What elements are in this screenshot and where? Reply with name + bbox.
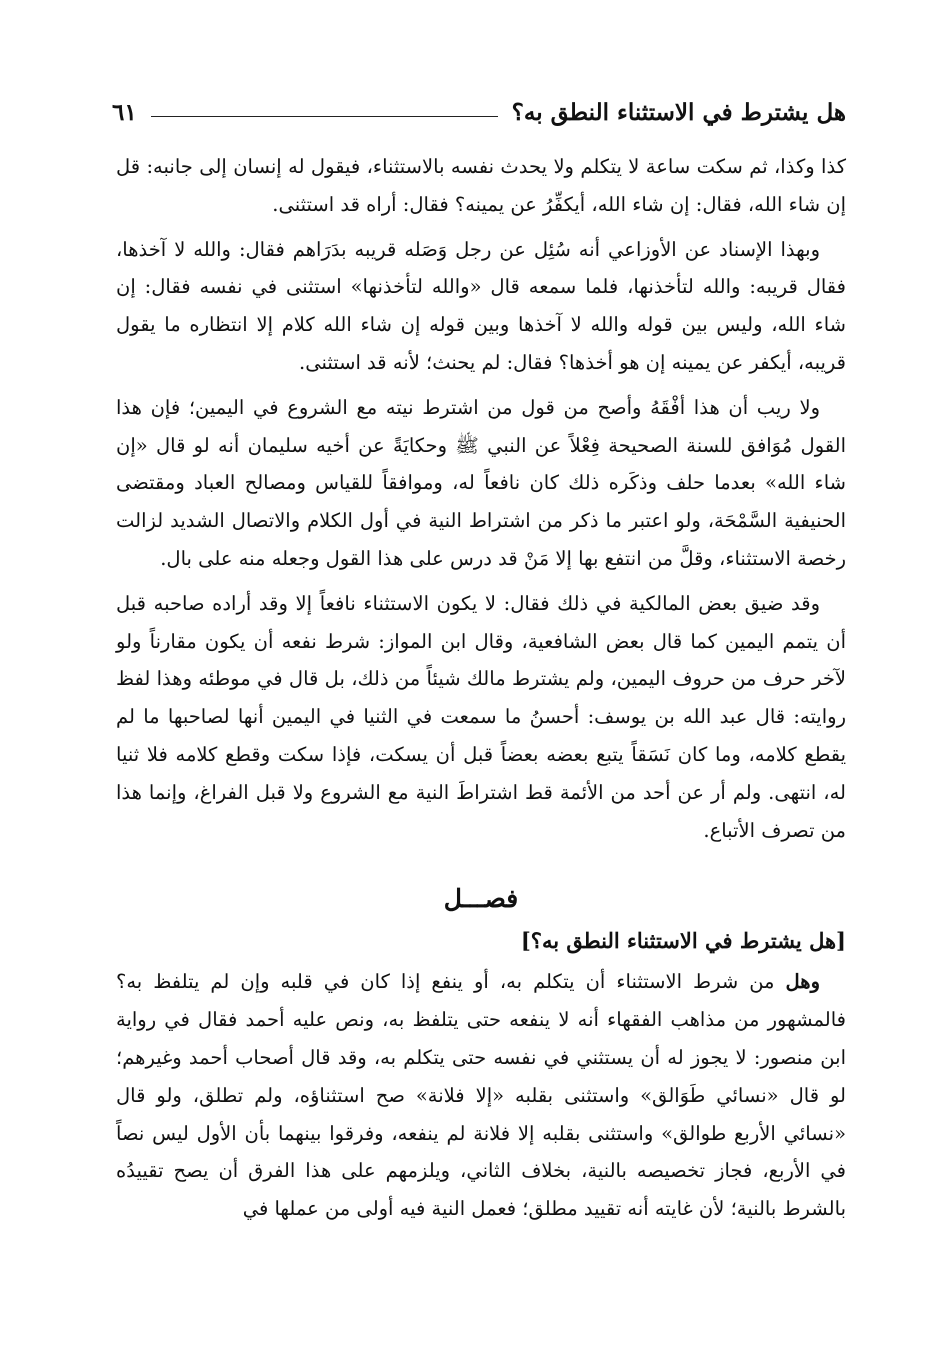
page-number: ٦١ bbox=[112, 98, 137, 126]
paragraph bbox=[116, 963, 846, 1228]
section-subheading: [هل يشترط في الاستثناء النطق به؟] bbox=[520, 928, 846, 954]
paragraph: ولا ريب أن هذا أفْقَهُ وأصح من قول من اشترط نيته مع الشروع في اليمين؛ فإن هذا القول مُوَافق للسنة الصحيحة فِعْلاً عن النبي ﷺ وحكايَةً عن أخيه سليمان أنه لو قال «إن شاء الله» بعدما حلف وذكَره ذلك كان نافعاً له، وموافقاً للقياس ومصالح العباد ومقتضى الحنيفية السَّمْحَة، ولو اعتبر ما ذكر من اشتراط النية في أول الكلام والاتصال الشديد لزالت رخصة الاستثناء، وقلَّ من انتفع بها إلا مَنْ قد درس على هذا القول وجعله منه على بال. bbox=[116, 395, 846, 570]
running-header bbox=[112, 92, 846, 132]
paragraph: كذا وكذا، ثم سكت ساعة لا يتكلم ولا يحدث نفسه بالاستثناء، فيقول له إنسان إلى جانبه: قل إن شاء الله، فقال: إن شاء الله، أيكفِّرُ عن يمينه؟ فقال: أراه قد استثنى. bbox=[116, 155, 846, 216]
paragraph: وقد ضيق بعض المالكية في ذلك فقال: لا يكون الاستثناء نافعاً إلا وقد أراده صاحبه قبل أن يتمم اليمين كما قال بعض الشافعية، وقال ابن المواز: شرط نفعه أن يكون مقارناً ولو لآخر حرف من حروف اليمين، ولم يشترط مالك شيئاً من ذلك، بل قال في موطئه وهذا لفظ روايته: قال عبد الله بن يوسف: أحسنُ ما سمعت في الثنيا في اليمين أنها لصاحبها ما لم يقطع كلامه، وما كان نَسَقاً يتبع بعضه بعضاً قبل أن يسكت، فإذا سكت وقطع كلامه فلا ثنيا له، انتهى. ولم أر عن أحد من الأئمة قط اشتراطَ النية مع الشروع ولا قبل الفراغ، وإنما هذا من تصرف الأتباع. bbox=[116, 591, 846, 842]
paragraph-text: من شرط الاستثناء أن يتكلم به، أو ينفع إذا كان في قلبه وإن لم يتلفظ به؟ فالمشهور من مذاهب الفقهاء أنه لا ينفعه حتى يتلفظ به، ونص عليه أحمد فقال في رواية ابن منصور: لا يجوز له أن يستثني في نفسه حتى يتكلم به، وقد قال أصحاب أحمد وغيرهم؛ لو قال «نسائي طَوَالق» واستثنى بقلبه «إلا فلانة» صح استثناؤه، ولم تطلق، ولو قال «نسائي الأربع طوالق» واستثنى بقلبه إلا فلانة لم ينفعه، وفرقوا بينهما بأن الأول ليس نصاً في الأربع، فجاز تخصيصه بالنية، بخلاف الثاني، ويلزمهم على هذا الفرق أن يصح تقييدُه بالشرط بالنية؛ لأن غايته أنه تقييد مطلق؛ فعمل النية فيه أولى من عملها في bbox=[116, 970, 846, 1221]
main-text bbox=[116, 148, 846, 1228]
running-title: هل يشترط في الاستثناء النطق به؟ bbox=[511, 98, 846, 126]
paragraph: وبهذا الإسناد عن الأوزاعي أنه سُئِل عن رجل وَصَله قريبه بدَرَاهم فقال: والله لا آخذها، فقال قريبه: والله لتأخذنها، فلما سمعه قال «والله لتأخذنها» استثنى في نفسه فقال: إن شاء الله، وليس بين قوله والله لا آخذها وبين قوله إن شاء الله كلام إلا انتظاره ما يقول قريبه، أيكفر عن يمينه إن هو أخذها؟ فقال: لم يحنث؛ لأنه قد استثنى. bbox=[116, 237, 846, 374]
header-rule bbox=[151, 116, 498, 117]
paragraph-lead-word: وهل bbox=[785, 970, 820, 994]
section-title: فصـــل bbox=[443, 884, 519, 914]
